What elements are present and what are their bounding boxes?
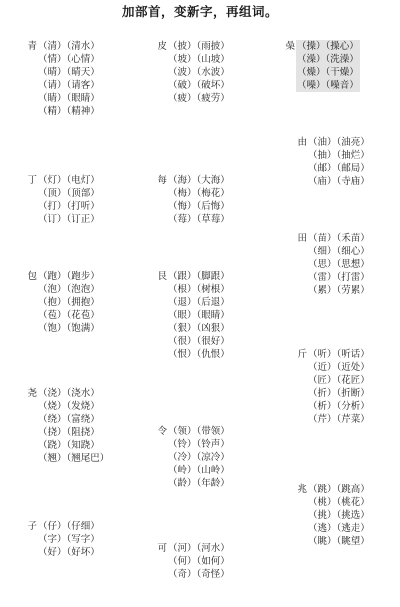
group-row [22, 546, 100, 559]
word-entry: （苞）（花苞） [38, 310, 100, 321]
group-row [292, 522, 370, 535]
group-row [292, 271, 370, 284]
group-row [152, 568, 230, 581]
word-entry: （恨）（仇恨） [168, 349, 230, 360]
group-row [292, 149, 370, 162]
group-row [22, 452, 109, 465]
word-entry: （操）（操心） [297, 41, 359, 52]
group-row [152, 40, 230, 53]
group-mei [152, 174, 230, 226]
word-entry: （梅）（梅花） [168, 188, 230, 199]
radical: 兆 [297, 484, 307, 495]
group-row [22, 53, 100, 66]
word-entry: （烧）（发烧） [38, 401, 100, 412]
group-row [280, 79, 360, 92]
group-row [292, 413, 370, 426]
group-zao [280, 40, 360, 92]
word-entry: （龄）（年龄） [168, 478, 230, 489]
word-entry: （抱）（拥抱） [38, 297, 100, 308]
group-row [292, 284, 370, 297]
word-entry: （很）（很好） [168, 336, 230, 347]
group-ke [152, 542, 230, 581]
word-entry: （挠）（阻挠） [38, 427, 100, 438]
group-row [292, 509, 370, 522]
group-row [152, 555, 230, 568]
group-row [22, 174, 100, 187]
word-entry: （匠）（花匠） [308, 375, 370, 386]
word-entry: （噪）（噪音） [297, 80, 359, 91]
radical: 令 [157, 426, 167, 437]
group-qing [22, 40, 100, 118]
group-you [292, 136, 370, 188]
group-row [292, 496, 370, 509]
group-row [292, 361, 370, 374]
group-row [280, 53, 360, 66]
group-row [152, 335, 230, 348]
word-entry: （近）（近处） [308, 362, 370, 373]
group-row [22, 520, 100, 533]
word-entry: （领）（带领） [168, 426, 230, 437]
group-row [22, 187, 100, 200]
group-row [292, 387, 370, 400]
word-entry: （跷）（知跷） [38, 440, 100, 451]
word-entry: （燥）（干燥） [297, 67, 359, 78]
group-row [292, 535, 370, 548]
word-entry: （打）（打听） [38, 201, 100, 212]
word-entry: （情）（心情） [38, 54, 100, 65]
word-entry: （仔）（仔细） [38, 521, 100, 532]
group-row [22, 309, 100, 322]
group-row [152, 296, 230, 309]
group-row [152, 66, 230, 79]
group-ling [152, 425, 230, 490]
word-entry: （折）（折断） [308, 388, 370, 399]
group-row [152, 477, 230, 490]
group-row [22, 296, 100, 309]
word-entry: （跳）（跳高） [308, 484, 370, 495]
word-entry: （澡）（洗澡） [297, 54, 359, 65]
word-entry: （睛）（眼睛） [38, 93, 100, 104]
group-row [22, 283, 100, 296]
group-row [22, 400, 109, 413]
word-entry: （请）（请客） [38, 80, 100, 91]
group-bao [22, 270, 100, 335]
word-entry: （坡）（山坡） [168, 54, 230, 65]
group-ding [22, 174, 100, 226]
group-row [22, 79, 100, 92]
group-zhao [292, 483, 370, 548]
group-jin [292, 348, 370, 426]
radical: 青 [27, 41, 37, 52]
group-row [292, 374, 370, 387]
page-title: 加部首，变新字，再组词。 [121, 4, 278, 19]
word-entry: （细）（细心） [308, 246, 370, 257]
word-entry: （苗）（禾苗） [308, 233, 370, 244]
group-row [152, 464, 230, 477]
word-entry: （海）（大海） [168, 175, 230, 186]
group-row [152, 200, 230, 213]
group-row [22, 413, 109, 426]
group-row [292, 400, 370, 413]
group-row [292, 136, 370, 149]
word-entry: （好）（好坏） [38, 547, 100, 558]
group-row [152, 174, 230, 187]
word-entry: （悔）（后悔） [168, 201, 230, 212]
radical: 由 [297, 137, 307, 148]
group-row [22, 40, 100, 53]
word-entry: （抽）（抽烂） [308, 150, 370, 161]
group-tian [292, 232, 370, 297]
radical: 尧 [27, 388, 37, 399]
group-row [22, 533, 100, 546]
word-entry: （灯）（电灯） [38, 175, 100, 186]
word-entry: （岭）（山岭） [168, 465, 230, 476]
word-entry: （字）（写字） [38, 534, 100, 545]
group-pi [152, 40, 230, 105]
group-row [152, 451, 230, 464]
group-row [152, 270, 230, 283]
group-row [152, 53, 230, 66]
radical: 斤 [297, 349, 307, 360]
word-entry: （听）（听话） [308, 349, 370, 360]
word-entry: （波）（水波） [168, 67, 230, 78]
word-entry: （油）（油亮） [308, 137, 370, 148]
word-entry: （跟）（脚跟） [168, 271, 230, 282]
radical: 可 [157, 543, 167, 554]
group-yao [22, 387, 109, 465]
word-entry: （逃）（逃走） [308, 523, 370, 534]
word-entry: （饱）（饱满） [38, 323, 100, 334]
group-row [152, 79, 230, 92]
group-row [292, 483, 370, 496]
word-entry: （何）（如何） [168, 556, 230, 567]
group-zi [22, 520, 100, 559]
group-row [22, 270, 100, 283]
word-entry: （破）（破坏） [168, 80, 230, 91]
group-gen [152, 270, 230, 361]
group-row [152, 438, 230, 451]
radical: 艮 [157, 271, 167, 282]
group-row [152, 348, 230, 361]
word-entry: （邮）（邮局） [308, 163, 370, 174]
word-entry: （芹）（芹菜） [308, 414, 370, 425]
group-row [292, 258, 370, 271]
word-entry: （眺）（眺望） [308, 536, 370, 547]
group-row [152, 187, 230, 200]
word-entry: （清）（清水） [38, 41, 100, 52]
word-entry: （绕）（富绕） [38, 414, 100, 425]
radical: 包 [27, 271, 37, 282]
word-entry: （泡）（泡泡） [38, 284, 100, 295]
word-entry: （庙）（寺庙） [308, 176, 370, 187]
word-entry: （眼）（眼睛） [168, 310, 230, 321]
group-row [22, 213, 100, 226]
word-entry: （翘）（翘尾巴） [38, 453, 110, 464]
group-row [292, 245, 370, 258]
group-row [292, 232, 370, 245]
group-row [280, 40, 360, 53]
group-row [292, 348, 370, 361]
word-entry: （浇）（浇水） [38, 388, 100, 399]
word-entry: （奇）（奇怪） [168, 569, 230, 580]
group-row [152, 322, 230, 335]
word-entry: （析）（分析） [308, 401, 370, 412]
radical: 丁 [27, 175, 37, 186]
group-row [152, 542, 230, 555]
word-entry: （雷）（打雷） [308, 272, 370, 283]
word-entry: （披）（雨披） [168, 41, 230, 52]
group-row [22, 322, 100, 335]
group-row [22, 66, 100, 79]
group-row [152, 309, 230, 322]
group-row [292, 162, 370, 175]
word-entry: （跑）（跑步） [38, 271, 100, 282]
group-row [22, 439, 109, 452]
group-row [22, 387, 109, 400]
word-entry: （狠）（凶狠） [168, 323, 230, 334]
group-row [22, 426, 109, 439]
word-entry: （疲）（疲劳） [168, 93, 230, 104]
group-row [280, 66, 360, 79]
word-entry: （冷）（凉冷） [168, 452, 230, 463]
group-row [152, 425, 230, 438]
radical: 每 [157, 175, 167, 186]
group-row [152, 283, 230, 296]
group-row [152, 213, 230, 226]
word-entry: （晴）（晴天） [38, 67, 100, 78]
word-entry: （铃）（铃声） [168, 439, 230, 450]
word-entry: （精）（精神） [38, 106, 100, 117]
word-entry: （桃）（桃花） [308, 497, 370, 508]
word-entry: （莓）（草莓） [168, 214, 230, 225]
word-entry: （退）（后退） [168, 297, 230, 308]
word-entry: （河）（河水） [168, 543, 230, 554]
group-row [22, 105, 100, 118]
radical: 喿 [285, 41, 295, 52]
group-row [292, 175, 370, 188]
radical: 田 [297, 233, 307, 244]
radical: 子 [27, 521, 37, 532]
word-entry: （订）（订正） [38, 214, 100, 225]
word-entry: （挑）（挑选） [308, 510, 370, 521]
word-entry: （根）（树根） [168, 284, 230, 295]
word-entry: （思）（思想） [308, 259, 370, 270]
group-row [22, 200, 100, 213]
word-entry: （累）（劳累） [308, 285, 370, 296]
group-row [152, 92, 230, 105]
radical: 皮 [157, 41, 167, 52]
word-entry: （顶）（顶部） [38, 188, 100, 199]
group-row [22, 92, 100, 105]
